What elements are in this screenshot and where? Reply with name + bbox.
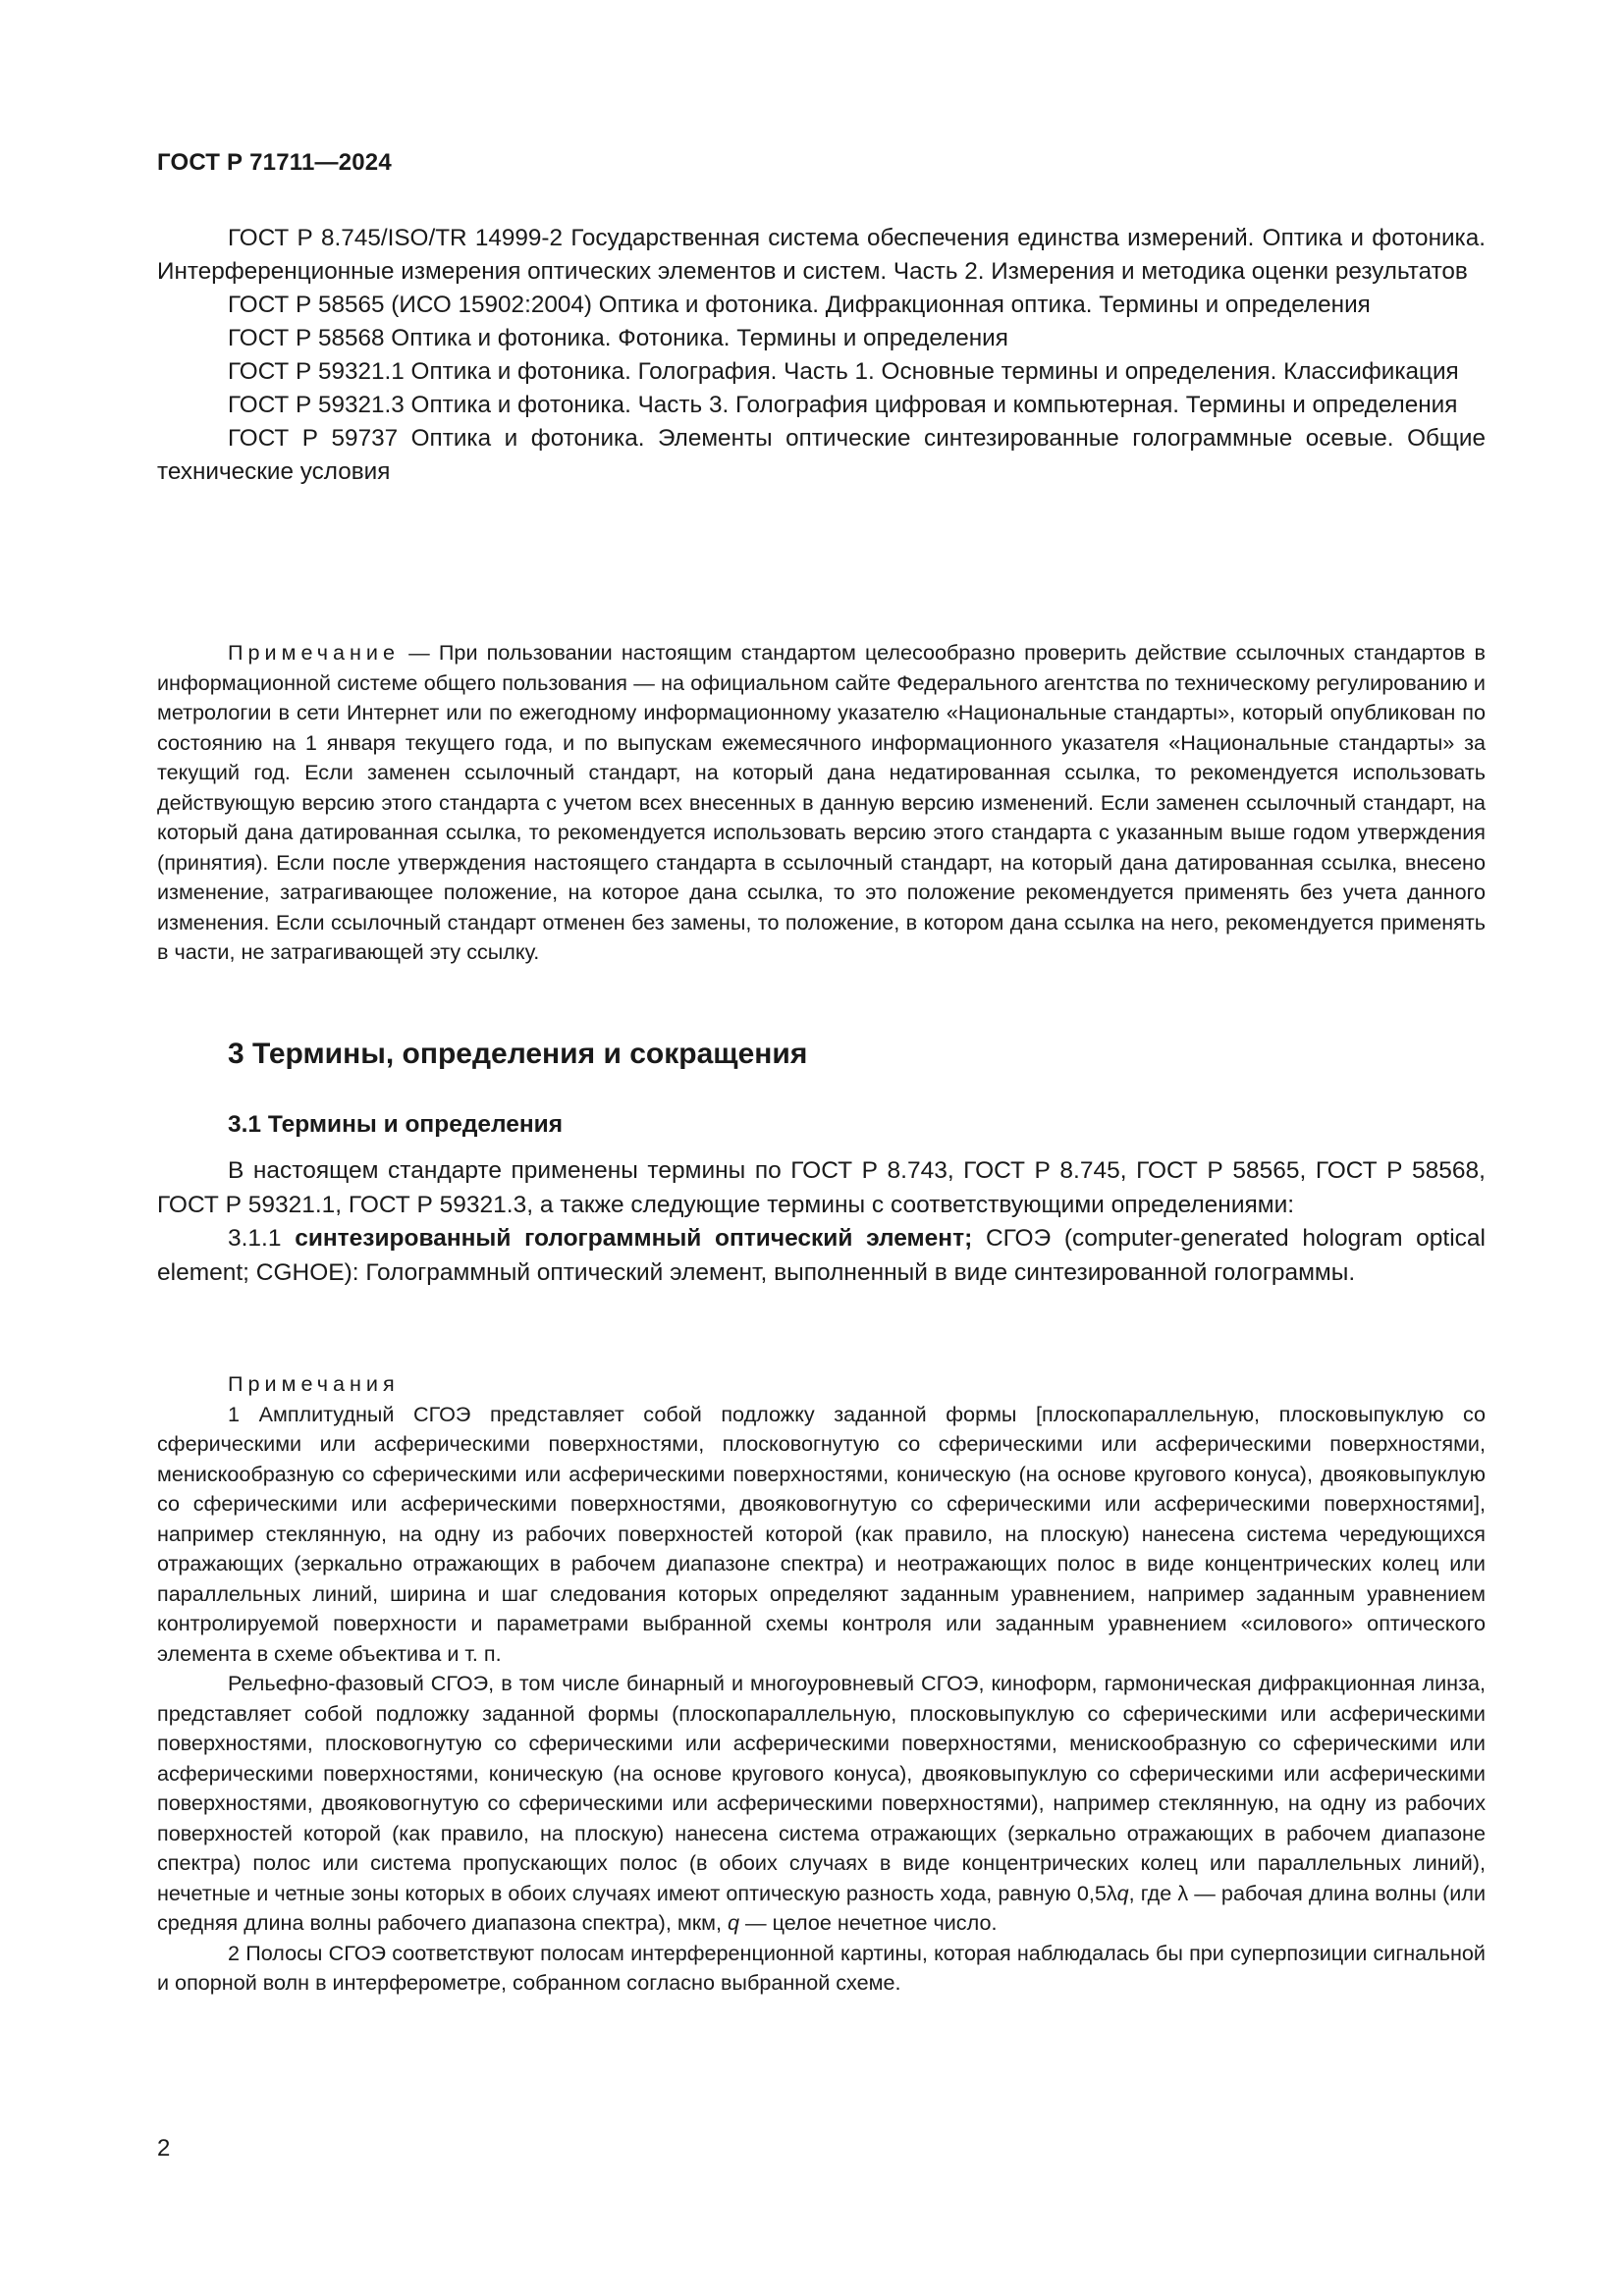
reference-item: ГОСТ Р 58565 (ИСО 15902:2004) Оптика и фотоника. Дифракционная оптика. Термины и определения bbox=[228, 292, 1371, 318]
reference-item: ГОСТ Р 59737 Оптика и фотоника. Элементы оптические синтезированные голограммные осевые. Общие технические условия bbox=[157, 425, 1486, 485]
reference-item: ГОСТ Р 59321.3 Оптика и фотоника. Часть 3. Голография цифровая и компьютерная. Термины и определения bbox=[228, 392, 1458, 418]
document-code-header: ГОСТ Р 71711—2024 bbox=[157, 149, 392, 176]
reference-item: ГОСТ Р 8.745/ISO/TR 14999-2 Государственная система обеспечения единства измерений. Оптика и фотоника. Интерференционные измерения оптических элементов и систем. Часть 2. Измерения и методика оценки результатов bbox=[157, 225, 1486, 285]
note-item: 2 Полосы СГОЭ соответствуют полосам интерференционной картины, которая наблюдалась бы при суперпозиции сигнальной и опорной волн в интерферометре, собранном согласно выбранной схеме. bbox=[157, 1940, 1486, 1995]
term-name: синтезированный голограммный оптический элемент; bbox=[295, 1225, 973, 1252]
note-item: 1 Амплитудный СГОЭ представляет собой подложку заданной формы [плоскопараллельную, плосковыпуклую со сферическими или асферическими поверхностями, плосковогнутую со сферическими или асферическими поверхностями, менискообразную со сферическими или асферическими поверхностями, коническую (на основе кругового конуса), двояковыпуклую со сферическими или асферическими поверхностями, двояковогнутую со сферическими или асферическими поверхностями], например стеклянную, на одну из рабочих поверхностей которой (как правило, на плоскую) нанесена система чередующихся отражающих (зеркально отражающих в рабочем диапазоне спектра) и неотражающих полос в виде концентрических колец или параллельных линий, ширина и шаг следования которых определяют заданным уравнением, например заданным уравнением контролируемой поверхности и параметрами выбранной схемы контроля или заданным уравнением «силового» оптического элемента в схеме объектива и т. п. bbox=[157, 1401, 1486, 1666]
note-paragraph bbox=[157, 638, 1486, 968]
section-body bbox=[157, 1154, 1486, 1290]
note-item: Рельефно-фазовый СГОЭ, в том числе бинарный и многоуровневый СГОЭ, киноформ, гармоническая дифракционная линза, представляет собой подложку заданной формы (плоскопараллельную, плосковыпуклую со сферическими или асферическими поверхностями, плосковогнутую со сферическими или асферическими поверхностями, менискообразную со сферическими или асферическими поверхностями, коническую (на основе кругового конуса), двояковыпуклую со сферическими или асферическими поверхностями, двояковогнутую со сферическими или асферическими поверхностями), например стеклянную, на одну из рабочих поверхностей которой (как правило, на плоскую) нанесена система отражающих (зеркально отражающих в рабочем диапазоне спектра) полос или система пропускающих полос (в обоих случаях в виде концентрических колец или параллельных линий), нечетные и четные зоны которых в обоих случаях имеют оптическую разность хода, равную 0,5λq, где λ — рабочая длина волны (или средняя длина волны рабочего диапазона спектра), мкм, q — целое нечетное число. bbox=[157, 1671, 1487, 1935]
note-text: — При пользовании настоящим стандартом целесообразно проверить действие ссылочных стандартов в информационной системе общего пользования — на официальном сайте Федерального агентства по техническому регулированию и метрологии в сети Интернет или по ежегодному информационному указателю «Национальные стандарты», который опубликован по состоянию на 1 января текущего года, и по выпускам ежемесячного информационного указателя «Национальные стандарты» за текущий год. Если заменен ссылочный стандарт, на который дана недатированная ссылка, то рекомендуется использовать действующую версию этого стандарта с учетом всех внесенных в данную версию изменений. Если заменен ссылочный стандарт, на который дана датированная ссылка, то рекомендуется использовать версию этого стандарта с указанным выше годом утверждения (принятия). Если после утверждения настоящего стандарта в ссылочный стандарт, на который дана датированная ссылка, внесено изменение, затрагивающее положение, на которое дана ссылка, то это положение рекомендуется применять без учета данного изменения. Если ссылочный стандарт отменен без замены, то положение, в котором дана ссылка на него, рекомендуется применять в части, не затрагивающей эту ссылку. bbox=[157, 640, 1486, 964]
references-note bbox=[157, 638, 1486, 968]
section-heading: 3 Термины, определения и сокращения bbox=[228, 1038, 808, 1070]
term-number: 3.1.1 bbox=[228, 1225, 296, 1252]
page-number: 2 bbox=[157, 2135, 171, 2162]
term-definition: СГОЭ (computer-generated hologram optical element; CGHOE): Голограммный оптический элемент, выполненный в виде синтезированной голограммы. bbox=[157, 1225, 1486, 1286]
term-entry bbox=[157, 1222, 1486, 1290]
intro-paragraph: В настоящем стандарте применены термины по ГОСТ Р 8.743, ГОСТ Р 8.745, ГОСТ Р 58565, ГОСТ Р 58568, ГОСТ Р 59321.1, ГОСТ Р 59321.3, а также следующие термины с соответствующими определениями: bbox=[157, 1157, 1486, 1218]
document-page bbox=[157, 0, 1486, 2296]
note-label: Примечание bbox=[228, 640, 400, 665]
notes-label: Примечания bbox=[228, 1371, 400, 1396]
term-notes bbox=[157, 1369, 1486, 1999]
reference-item: ГОСТ Р 59321.1 Оптика и фотоника. Голография. Часть 1. Основные термины и определения. Классификация bbox=[228, 358, 1459, 385]
subsection-heading: 3.1 Термины и определения bbox=[228, 1111, 564, 1138]
reference-item: ГОСТ Р 58568 Оптика и фотоника. Фотоника. Термины и определения bbox=[228, 325, 1008, 351]
references-list bbox=[157, 222, 1486, 489]
